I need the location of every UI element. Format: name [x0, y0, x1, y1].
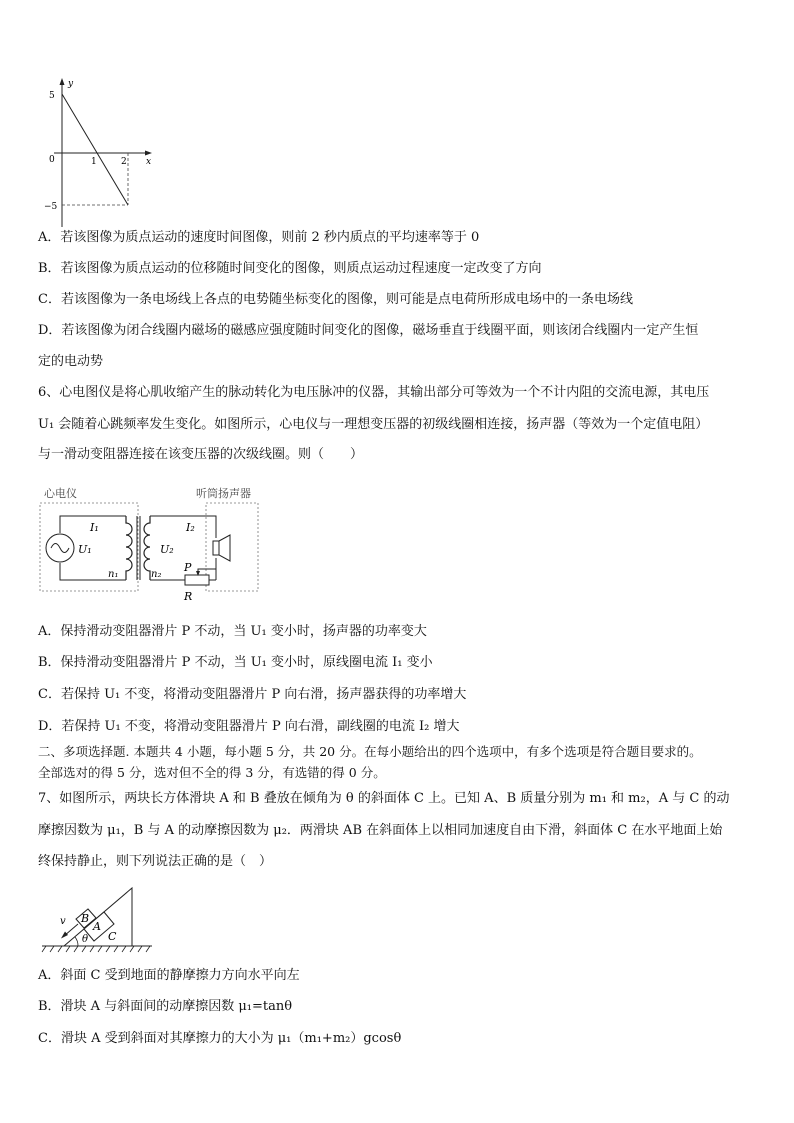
tick-y-top: 5: [49, 91, 55, 101]
q6-stem-line-2: U₁ 会随着心跳频率发生变化。如图所示，心电仪与一理想变压器的初级线圈相连接，扬声器（等效为一个定值电阻）: [38, 417, 709, 432]
label-r: R: [184, 590, 193, 603]
q6-circuit-diagram: [38, 483, 268, 608]
circuit-right-title: 听筒扬声器: [196, 487, 251, 500]
velocity-arrow-head: [61, 932, 68, 939]
q5-option-d: D．若该图像为闭合线圈内磁场的磁感应强度随时间变化的图像，磁场垂直于线圈平面，则该闭合线圈内一定产生恒: [38, 323, 699, 338]
section2-line-2: 全部选对的得 5 分，选对但不全的得 3 分，有选错的得 0 分。: [38, 765, 386, 780]
label-i1: I₁: [90, 521, 99, 534]
speaker-cone-icon: [219, 535, 230, 561]
x-axis-arrow: [145, 151, 152, 156]
graph-line: [62, 94, 128, 205]
origin-label: 0: [49, 155, 55, 165]
label-u2: U₂: [160, 543, 174, 556]
ground-hatch: [42, 946, 150, 952]
q7-stem-line-1: 7、如图所示，两块长方体滑块 A 和 B 叠放在倾角为 θ 的斜面体 C 上。已知 A、B 质量分别为 m₁ 和 m₂，A 与 C 的动: [38, 791, 730, 806]
q6-option-a: A．保持滑动变阻器滑片 P 不动，当 U₁ 变小时，扬声器的功率变大: [38, 624, 427, 639]
q7-incline-figure: [40, 880, 160, 958]
tick-x-2: 2: [121, 157, 127, 167]
q7-stem-line-2: 摩擦因数为 μ₁，B 与 A 的动摩擦因数为 μ₂．两滑块 AB 在斜面体上以相同加速度自由下滑，斜面体 C 在水平地面上始: [38, 823, 723, 838]
x-axis-label: x: [146, 157, 152, 167]
y-axis-label: y: [68, 79, 74, 89]
label-c: C: [108, 930, 117, 943]
q5-option-c: C．若该图像为一条电场线上各点的电势随坐标变化的图像，则可能是点电荷所形成电场中的一条电场线: [38, 292, 633, 307]
q5-option-d-cont: 定的电动势: [38, 354, 104, 369]
q6-option-d: D．若保持 U₁ 不变，将滑动变阻器滑片 P 向右滑，副线圈的电流 I₂ 增大: [38, 719, 460, 734]
q5-graph: [40, 72, 170, 232]
slider-arrow-icon: [198, 569, 216, 574]
q7-stem-line-3: 终保持静止，则下列说法正确的是（ ）: [38, 854, 273, 869]
q5-option-b: B．若该图像为质点运动的位移随时间变化的图像，则质点运动过程速度一定改变了方向: [38, 261, 542, 276]
label-b: B: [81, 912, 90, 925]
q6-stem-line-3: 与一滑动变阻器连接在该变压器的次级线圈。则（ ）: [38, 447, 364, 462]
q6-stem-line-1: 6、心电图仪是将心肌收缩产生的脉动转化为电压脉冲的仪器，其输出部分可等效为一个不计内阻的交流电源，其电压: [38, 385, 710, 400]
primary-coil-icon: [126, 516, 132, 580]
secondary-coil-icon: [144, 516, 150, 580]
label-i2: I₂: [186, 521, 195, 534]
label-a: A: [93, 920, 101, 933]
label-u1: U₁: [78, 543, 92, 556]
label-p: P: [184, 561, 192, 574]
speaker-icon: [213, 541, 219, 555]
label-n2: n₂: [151, 569, 162, 580]
q7-option-c: C．滑块 A 受到斜面对其摩擦力的大小为 μ₁（m₁+m₂）gcosθ: [38, 1031, 402, 1046]
q6-option-b: B．保持滑动变阻器滑片 P 不动，当 U₁ 变小时，原线圈电流 I₁ 变小: [38, 655, 433, 670]
q6-option-c: C．若保持 U₁ 不变，将滑动变阻器滑片 P 向右滑，扬声器获得的功率增大: [38, 687, 467, 702]
q7-option-b: B．滑块 A 与斜面间的动摩擦因数 μ₁=tanθ: [38, 999, 293, 1014]
tick-x-1: 1: [91, 157, 97, 167]
tick-y-bottom: −5: [44, 202, 58, 212]
y-axis-arrow: [60, 78, 65, 85]
rheostat-icon: [185, 575, 209, 585]
label-theta: θ: [82, 934, 89, 945]
label-v: v: [60, 916, 66, 927]
section2-line-1: 二、多项选择题. 本题共 4 小题，每小题 5 分，共 20 分。在每小题给出的四个选项中，有多个选项是符合题目要求的。: [38, 744, 702, 759]
q7-option-a: A．斜面 C 受到地面的静摩擦力方向水平向左: [38, 968, 300, 983]
q5-option-a: A．若该图像为质点运动的速度时间图像，则前 2 秒内质点的平均速率等于 0: [38, 230, 480, 245]
circuit-left-title: 心电仪: [44, 487, 77, 500]
label-n1: n₁: [108, 569, 119, 580]
